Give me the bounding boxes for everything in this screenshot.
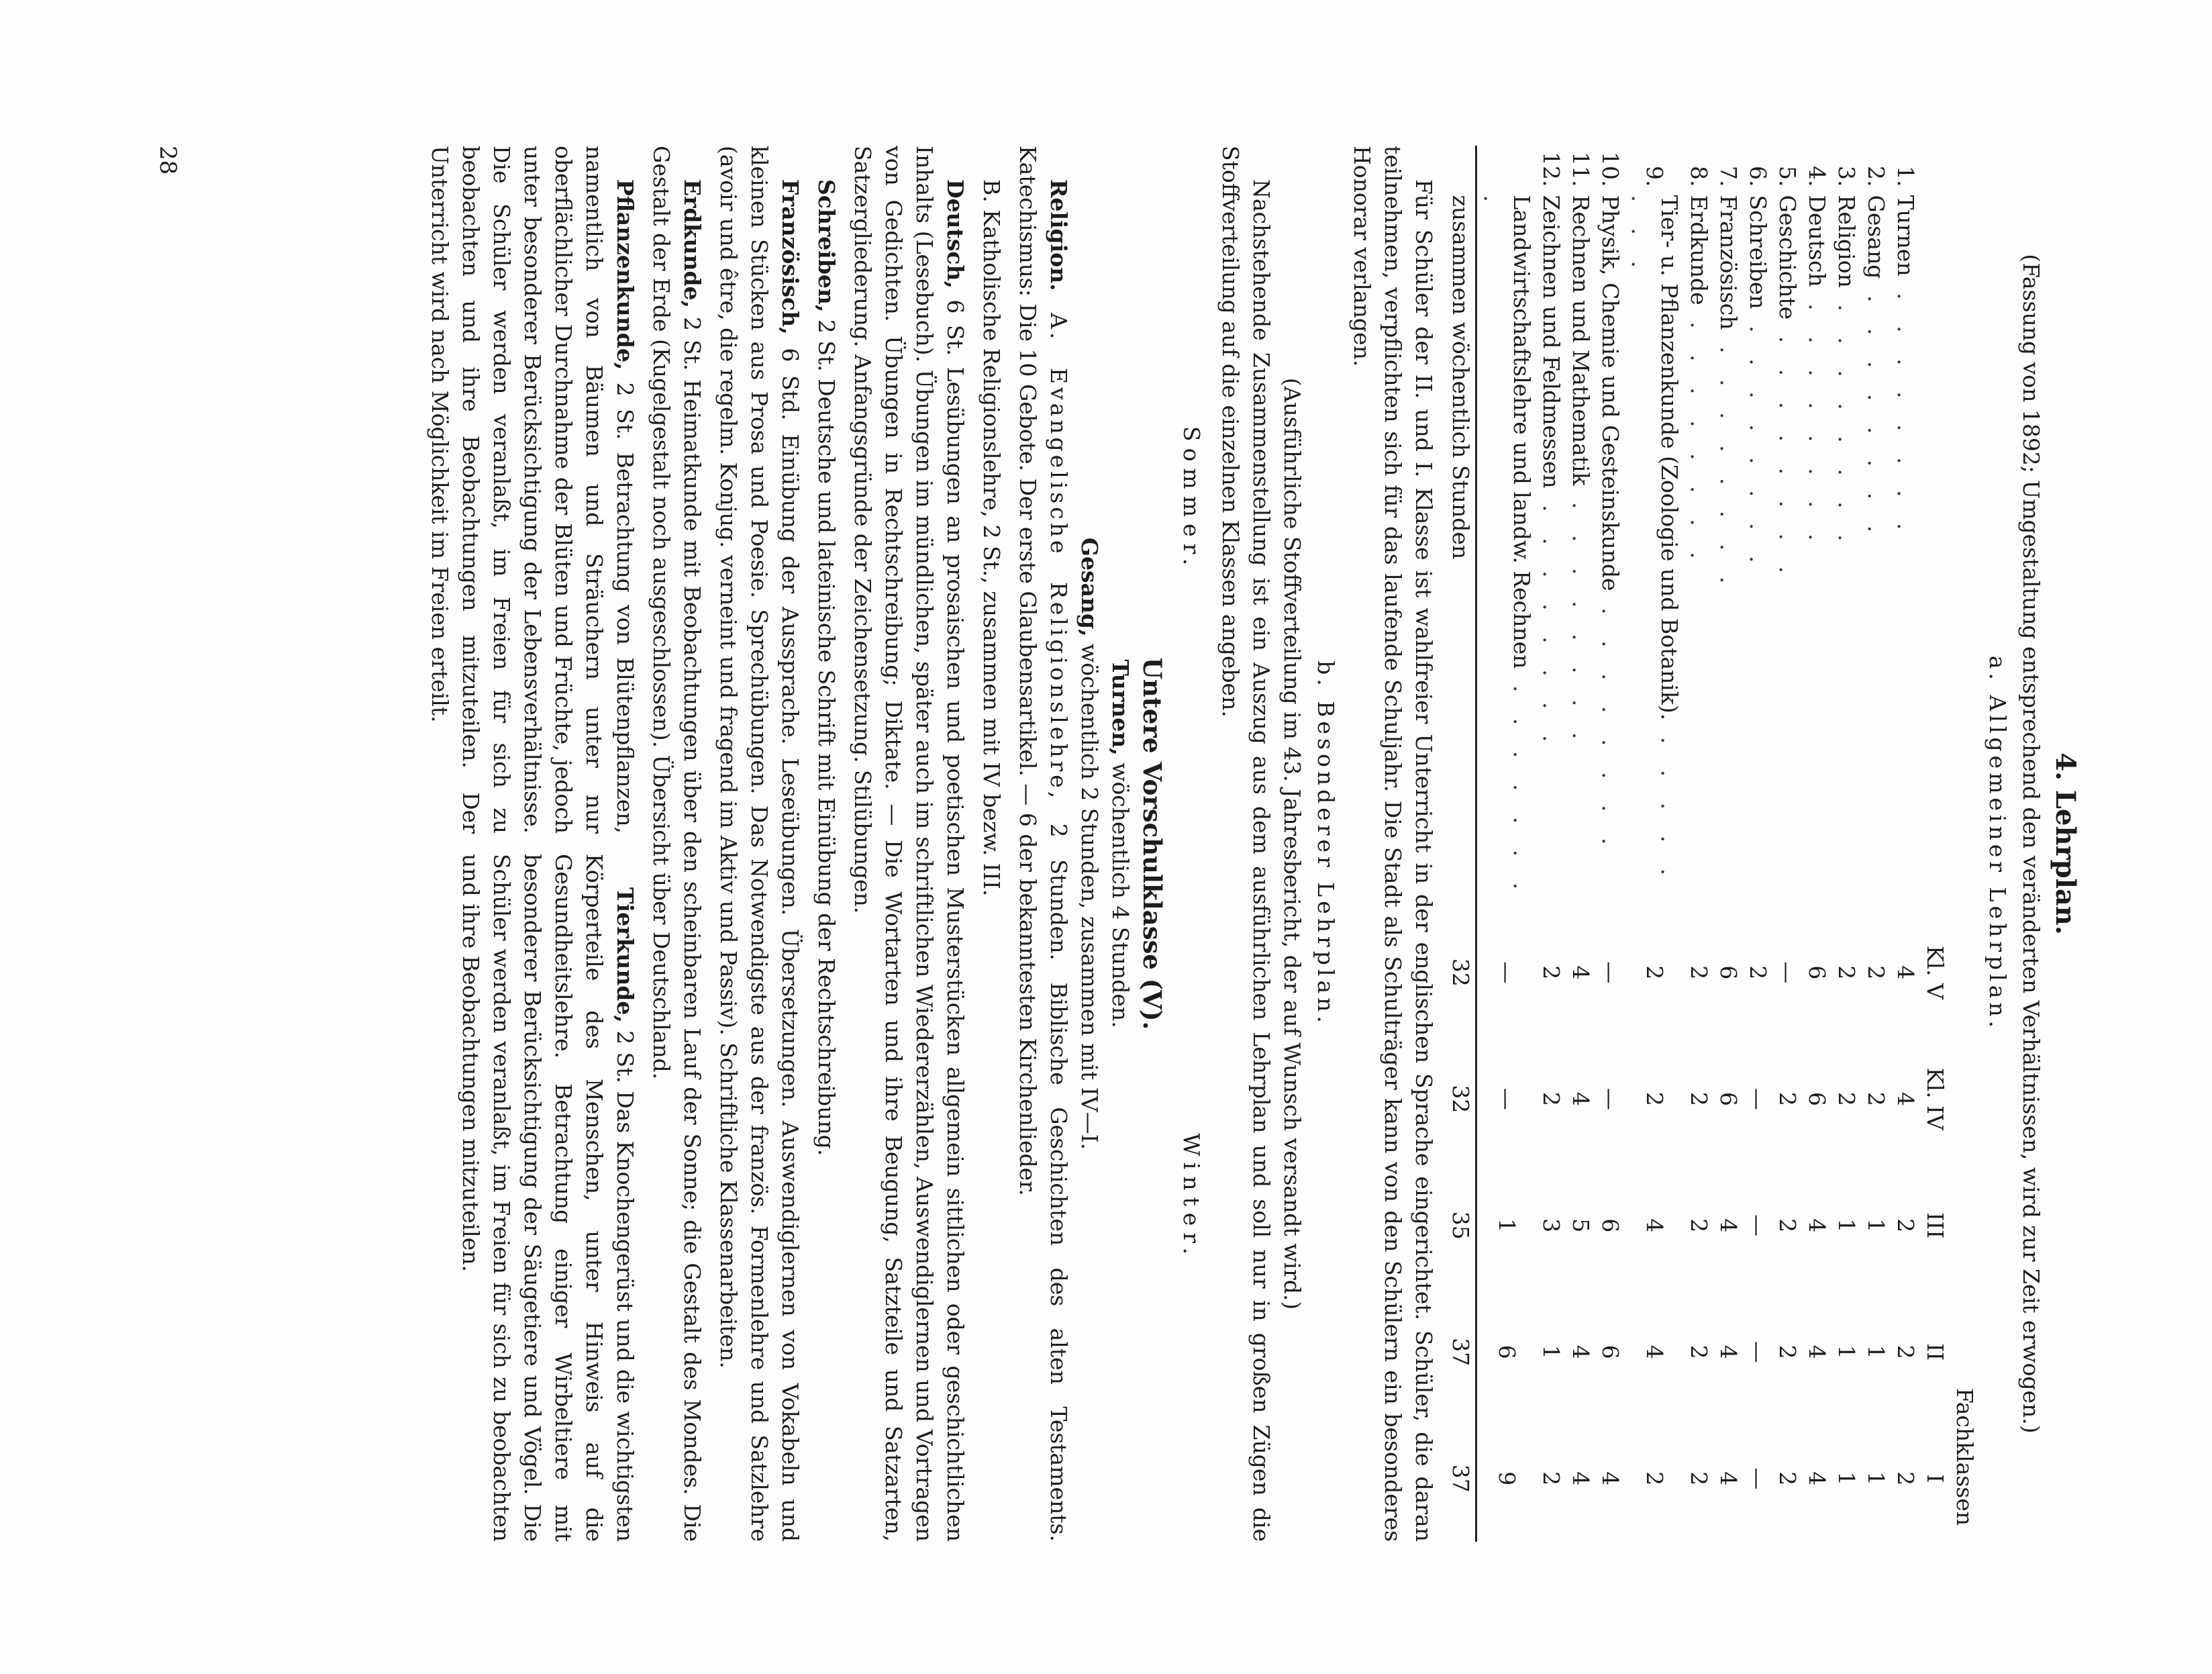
column-header: III (1922, 1212, 1948, 1239)
hours-cell: 4 (1804, 1218, 1830, 1233)
subject-name: Rechnen und Mathematik (1568, 195, 1594, 486)
table-body (1476, 146, 1921, 1542)
total-cell: 37 (1446, 1416, 1476, 1542)
hours-cell: 4 (1642, 1218, 1668, 1233)
subject-name: Schreiben (1745, 195, 1771, 309)
total-cell: 32 (1446, 1036, 1476, 1162)
row-number: 9. (1642, 166, 1668, 187)
leader-dots: . . . . . . . . (1715, 330, 1742, 593)
table-group-header (1950, 146, 1979, 1542)
subject-name: Französisch (1715, 195, 1742, 330)
subject-cell (1595, 191, 1625, 909)
hours-cell: 2 (1893, 1344, 1919, 1359)
season-winter: Winter. (1178, 1133, 1205, 1261)
hours-cell: 4 (1597, 1471, 1623, 1486)
hours-cell: 2 (1538, 1471, 1564, 1486)
subject-cell (1802, 191, 1831, 909)
hours-cell: 6 (1597, 1344, 1623, 1359)
hours-cell: 2 (1774, 1344, 1801, 1359)
curriculum-table (1446, 146, 1979, 1542)
hours-cell: 2 (1642, 1471, 1668, 1486)
turnen-line (1105, 146, 1136, 1542)
subject-name: Erdkunde (1686, 195, 1712, 305)
deutsch-label: Deutsch, (942, 179, 968, 289)
right-column (419, 854, 640, 1542)
tierkunde-text: 2 St. Das Knochengerüst und die wichtigsten Körperteile des Menschen, unter Hinweis auf die Gesundheitslehre. Betrachtung einiger Wirbeltiere mit besonderer Berücksichtigung der Säugetiere und Vögel. Die Schüler werden veranlaßt, im Freien für sich zu beobachten und ihre Beobachtungen mitzuteilen. (458, 854, 638, 1542)
section-b-paragraph: Nachstehende Zusammenstellung ist ein Auszug aus dem ausführlichen Lehrplan und soll nur in großen Zügen die Stoffverteilung auf die einzelnen Klassen angeben. (1217, 146, 1274, 1542)
row-number: 7. (1715, 166, 1742, 187)
hours-cell: 2 (1642, 1091, 1668, 1106)
row-number: 10. (1597, 152, 1623, 187)
table-row (1536, 146, 1566, 1542)
hours-cell: 6 (1597, 1218, 1623, 1233)
hours-cell: 1 (1833, 1218, 1860, 1233)
hours-cell: 4 (1715, 1344, 1742, 1359)
religion-b-paragraph: B. Katholische Religionslehre, 2 St., zusammen mit IV bezw. III. (978, 179, 1005, 897)
religion-paragraph (1012, 146, 1074, 1542)
row-number: 6. (1745, 166, 1771, 187)
leader-dots: . . . . . . . . (1804, 287, 1830, 550)
hours-cell: 2 (1686, 1471, 1712, 1486)
hours-cell: 2 (1833, 965, 1860, 980)
leader-dots: . . . . . . . . (1538, 488, 1564, 752)
column-header: Kl. IV (1922, 1067, 1948, 1130)
fachklassen-label: Fachklassen (1952, 1388, 1978, 1526)
hours-cell: 4 (1642, 1344, 1668, 1359)
subject-cell (1743, 191, 1772, 909)
hours-cell: 6 (1804, 1091, 1830, 1106)
religion-label: Religion. (1046, 179, 1072, 291)
hours-cell: 4 (1568, 1471, 1594, 1486)
row-number: 2. (1863, 166, 1889, 187)
hours-cell: 2 (1538, 1091, 1564, 1106)
religion-part-a: A. Evangelische Religionslehre, (1046, 313, 1072, 802)
subject-name: Turnen (1893, 195, 1919, 277)
table-row (1861, 146, 1891, 1542)
subject-cell (1625, 191, 1684, 909)
subject-cell (1713, 191, 1743, 909)
leader-dots: . . . . . . . . (1627, 195, 1682, 885)
total-cell: 35 (1446, 1163, 1476, 1289)
table-total-row (1446, 146, 1476, 1542)
row-number: 4. (1804, 166, 1830, 187)
page-title: 4. Lehrplan. (2050, 752, 2081, 935)
hours-cell: 9 (1494, 1471, 1520, 1486)
hours-cell: 6 (1494, 1344, 1520, 1359)
hours-cell: 1 (1863, 1218, 1889, 1233)
schreiben-paragraph (811, 146, 842, 1542)
hours-cell: — (1494, 961, 1520, 984)
season-headers (1176, 146, 1207, 1542)
deutsch-text: 6 St. Lesübungen an prosaischen und poetischen Musterstücken allgemein sittlichen oder geschichtlichen Inhalts (Lesebuch). Übungen im mündlichen, später auch im schriftlichen Wiedererzählen, Auswendiglernen und Vortragen von Gedichten. Übungen in Rechtschreibung; Diktate. — Die Wortarten und ihre Beugung, Satzteile und Satzarten, Satzergliederung. Anfangsgründe der Zeichensetzung. Stilübungen. (850, 146, 968, 1542)
row-number (1476, 146, 1537, 191)
rotated-page-content (69, 45, 2143, 1629)
leader-dots: . . . . . . . . (1745, 309, 1771, 573)
hours-cell: 1 (1833, 1471, 1860, 1486)
table-row (1831, 146, 1861, 1542)
subject-name: Religion (1833, 195, 1860, 288)
hours-cell: 2 (1774, 1218, 1801, 1233)
subject-name: Tier- u. Pflanzenkunde (Zoologie und Botanik). (1656, 195, 1682, 721)
row-number: 11. (1568, 152, 1594, 187)
hours-cell: 6 (1804, 965, 1830, 980)
page-number: 28 (154, 146, 181, 175)
hours-cell: 4 (1715, 1218, 1742, 1233)
hours-cell: — (1597, 1087, 1623, 1110)
subject-name: Geschichte (1774, 195, 1801, 320)
subject-name: Gesang (1863, 195, 1889, 279)
leader-dots: . . . . . . . . (1686, 305, 1712, 569)
hours-cell: 2 (1686, 965, 1712, 980)
franzoesisch-paragraph (713, 146, 805, 1542)
hours-cell: 1 (1863, 1471, 1889, 1486)
hours-cell: 2 (1863, 965, 1889, 980)
leader-dots: . . . . . . . . (1479, 195, 1535, 899)
subject-cell (1831, 191, 1861, 909)
hours-cell: 1 (1538, 1344, 1564, 1359)
table-row (1802, 146, 1831, 1542)
section-b-note: (Ausführliche Stoffverteilung im 43. Jahresbericht, der auf Wunsch versandt wird.) (1279, 377, 1305, 1310)
hours-cell: 2 (1686, 1091, 1712, 1106)
table-row (1772, 146, 1802, 1542)
hours-cell: 2 (1642, 965, 1668, 980)
franzoesisch-text: 6 Std. Einübung der Aussprache. Leseübungen. Übersetzungen. Auswendiglernen von Vokabeln und kleinen Stücken aus Prosa und Poesie. Sprechübungen. Das Notwendigste aus der französ. Formenlehre und Satzlehre (avoir und être, die regelm. Konjug. verneint und fragend im Aktiv und Passiv). Schriftliche Klassenarbeiten. (715, 146, 803, 1542)
hours-cell: 2 (1686, 1344, 1712, 1359)
pflanzenkunde-paragraph (424, 146, 640, 834)
hours-cell: 6 (1715, 1091, 1742, 1106)
leader-dots: . . . . . . . . (1833, 287, 1860, 551)
hours-cell: 4 (1715, 1471, 1742, 1486)
hours-cell: 2 (1745, 965, 1771, 980)
hours-cell: 4 (1568, 965, 1594, 980)
hours-cell: 4 (1804, 1471, 1830, 1486)
hours-cell: 2 (1893, 1218, 1919, 1233)
erdkunde-paragraph (646, 146, 707, 1542)
deutsch-paragraph (847, 146, 970, 1542)
gesang-line (1074, 146, 1105, 1542)
leader-dots: . . . . . . . . (1863, 279, 1889, 542)
total-label: zusammen wöchentlich Stunden (1446, 191, 1476, 909)
hours-cell: 4 (1893, 965, 1919, 980)
left-column (419, 146, 640, 834)
schreiben-text: 2 St. Deutsche und lateinische Schrift mit Einübung der Rechtschreibung. (813, 312, 840, 1156)
row-number: 8. (1686, 166, 1712, 187)
column-header: I (1922, 1474, 1948, 1483)
turnen-text: wöchentlich 4 Stunden. (1107, 755, 1134, 1028)
row-number: 1. (1893, 166, 1919, 187)
schreiben-label: Schreiben, (813, 179, 840, 313)
pflanzenkunde-label: Pflanzenkunde, (612, 179, 638, 371)
erdkunde-label: Erdkunde, (679, 179, 705, 309)
table-row (1476, 146, 1537, 1542)
pflanzenkunde-text: 2 St. Betrachtung von Blütenpflanzen, namentlich von Bäumen und Sträuchern unter nur oberflächlicher Durchnahme der Blüten und Früchte, jedoch unter besonderer Berücksichtigung der Lebensverhältnisse. Die Schüler werden veranlaßt, im Freien für sich zu beobachten und ihre Beobachtungen mitzuteilen. Der Unterricht wird nach Möglichkeit im Freien erteilt. (427, 146, 638, 834)
class-heading: Untere Vorschulklasse (V). (1138, 657, 1167, 1030)
table-column-headers (1920, 146, 1950, 1542)
hours-cell: 4 (1568, 1344, 1594, 1359)
row-number: 3. (1833, 166, 1860, 187)
tierkunde-label: Tierkunde, (612, 887, 638, 1023)
hours-cell: — (1745, 1087, 1771, 1110)
hours-cell: 2 (1538, 965, 1564, 980)
hours-cell: — (1774, 961, 1801, 984)
table-row (1684, 146, 1713, 1542)
two-column-section (419, 146, 640, 1542)
row-number: 5. (1774, 166, 1801, 187)
hours-cell: 4 (1804, 1344, 1830, 1359)
hours-cell: 3 (1538, 1218, 1564, 1233)
table-row (1891, 146, 1920, 1542)
subject-name: Landwirtschaftslehre und landw. Rechnen (1509, 195, 1535, 669)
subject-name: Deutsch (1804, 195, 1830, 287)
total-cell: 32 (1446, 909, 1476, 1036)
tierkunde-paragraph (455, 854, 640, 1542)
gesang-text: wöchentlich 2 Stunden, zusammen mit IV—I. (1076, 636, 1103, 1150)
season-summer: Sommer. (1178, 426, 1205, 573)
erdkunde-text: 2 St. Heimatkunde mit Beobachtungen über den scheinbaren Lauf der Sonne; die Gestalt des Mondes. Die Gestalt der Erde (Kugelgestalt noch ausgeschlossen). Übersicht über Deutschland. (648, 146, 705, 1542)
column-header: II (1922, 1343, 1948, 1361)
hours-cell: 1 (1494, 1218, 1520, 1233)
hours-cell: 2 (1863, 1091, 1889, 1106)
column-header: Kl. V (1922, 945, 1948, 999)
table-row (1566, 146, 1595, 1542)
subject-name: Zeichnen und Feldmessen (1538, 195, 1564, 489)
subject-cell (1476, 191, 1537, 909)
page-body (419, 146, 2082, 1542)
leader-dots: . . . . . . . . (1597, 591, 1623, 854)
leader-dots: . . . . . . . . (1893, 276, 1919, 540)
hours-cell: 6 (1715, 965, 1742, 980)
leader-dots: . . . . . . . . (1568, 485, 1594, 749)
hours-cell: 5 (1568, 1218, 1594, 1233)
hours-cell: 1 (1833, 1344, 1860, 1359)
subject-cell (1772, 191, 1802, 909)
subject-name: Physik, Chemie und Gesteinskunde (1597, 195, 1623, 591)
table-row (1713, 146, 1743, 1542)
table-row (1595, 146, 1625, 1542)
subject-cell (1861, 191, 1891, 909)
section-a-heading: a. Allgemeiner Lehrplan. (1984, 655, 2011, 1032)
hours-cell: 4 (1568, 1091, 1594, 1106)
table-row (1743, 146, 1772, 1542)
hours-cell: 1 (1863, 1344, 1889, 1359)
subject-cell (1891, 191, 1920, 909)
section-b-heading: b. Besonderer Lehrplan. (1313, 660, 1339, 1027)
turnen-label: Turnen, (1107, 659, 1134, 756)
hours-cell: 2 (1774, 1091, 1801, 1106)
hours-cell: 2 (1774, 1471, 1801, 1486)
subject-cell (1684, 191, 1713, 909)
table-row (1625, 146, 1684, 1542)
english-paragraph: Für Schüler der II. und I. Klasse ist wahlfreier Unterricht in der englischen Sprache eingerichtet. Schüler, die daran teilnehmen, verpflichten sich für das laufende Schuljahr. Die Stadt als Schulträger kann von den Schülern ein besonderes Honorar verlangen. (1349, 146, 1437, 1542)
hours-cell: 2 (1686, 1218, 1712, 1233)
total-cell: 37 (1446, 1289, 1476, 1415)
subject-cell (1536, 191, 1566, 909)
hours-cell: — (1745, 1467, 1771, 1490)
gesang-label: Gesang, (1076, 537, 1103, 637)
subject-cell (1566, 191, 1595, 909)
hours-cell: — (1597, 961, 1623, 984)
hours-cell: 2 (1893, 1471, 1919, 1486)
hours-cell: — (1745, 1340, 1771, 1363)
row-number: 12. (1538, 152, 1564, 187)
hours-cell: 2 (1833, 1091, 1860, 1106)
religion-text: 2 Stunden. Biblische Geschichten des alten Testaments. Katechismus: Die 10 Gebote. Der erste Glaubensartikel. — 6 der bekanntesten Kirchenlieder. (1015, 146, 1072, 1542)
version-note: (Fassung von 1892; Umgestaltung entsprechend den veränderten Verhältnissen, wird zur Zeit erwogen.) (2018, 254, 2044, 1434)
franzoesisch-label: Französisch, (777, 179, 803, 335)
hours-cell: 4 (1893, 1091, 1919, 1106)
leader-dots: . . . . . . . . (1774, 319, 1801, 583)
hours-cell: — (1745, 1214, 1771, 1237)
hours-cell: — (1494, 1087, 1520, 1110)
